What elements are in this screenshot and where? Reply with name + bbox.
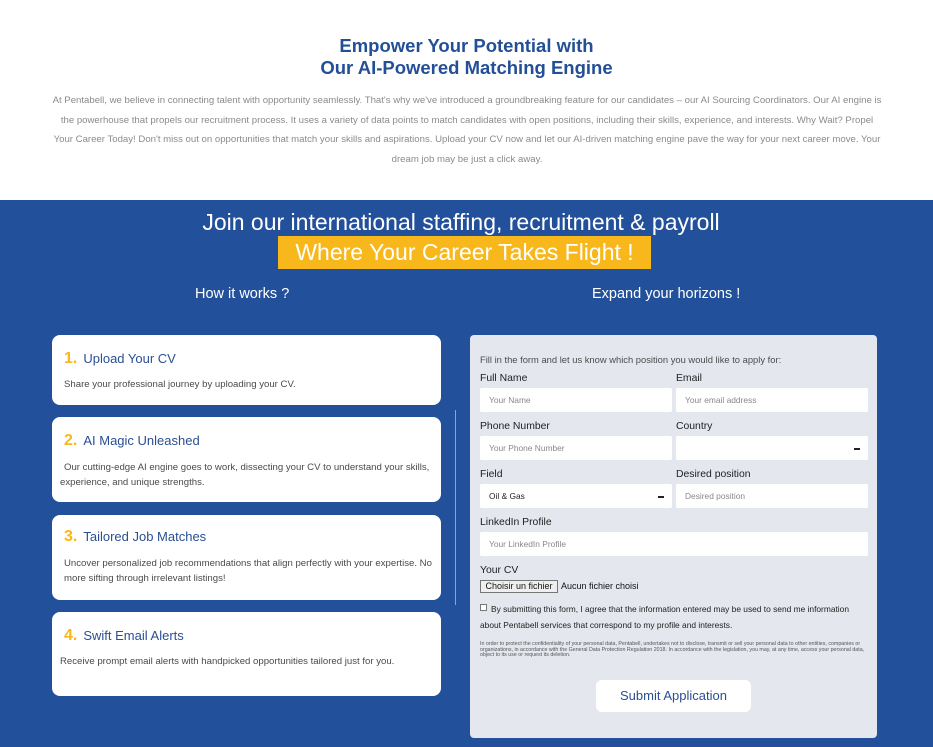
step-number: 3. [64, 528, 78, 545]
expand-horizons-heading: Expand your horizons ! [592, 286, 741, 302]
application-form [470, 335, 877, 738]
submit-application-button[interactable]: Submit Application [596, 680, 751, 712]
step-number: 1. [64, 350, 78, 367]
step-title [64, 350, 176, 368]
cv-label: Your CV [480, 565, 519, 576]
full-name-input[interactable]: Your Name [480, 388, 672, 412]
country-label: Country [676, 421, 713, 432]
step-title-text: Tailored Job Matches [83, 529, 207, 544]
step-description: Receive prompt email alerts with handpicked opportunities tailored just for you. [60, 656, 395, 667]
email-input[interactable]: Your email address [676, 388, 868, 412]
intro-paragraph: At Pentabell, we believe in connecting talent with opportunity seamlessly. That's why we've introduced a groundbreaking feature for our candidates – our AI Sourcing Coordinators. Our AI engine is the powerhouse that propels our recruitment process. It uses a variety of data points to match candidates with open positions, including their skills, experience, and interests. Why Wait? Propel Your Career Today! Don't miss out on opportunities that match your skills and aspirations. Upload your CV now and let our AI-driven matching engine pave the way for your next career move. Your dream job may be just a click away. [52, 95, 882, 165]
phone-input[interactable]: Your Phone Number [480, 436, 672, 460]
step-number: 4. [64, 627, 78, 644]
country-select[interactable] [676, 436, 868, 460]
step-title-text: Swift Email Alerts [83, 628, 184, 643]
step-title [64, 432, 200, 450]
column-divider [455, 410, 456, 605]
consent-text: By submitting this form, I agree that the information entered may be used to send me information about Pentabell services that correspond to my profile and interests. [480, 604, 849, 630]
step-title [64, 627, 184, 645]
intro-title [0, 35, 933, 79]
field-label: Field [480, 469, 503, 480]
intro-title-line2: Our AI-Powered Matching Engine [320, 57, 613, 78]
how-it-works-heading: How it works ? [195, 286, 290, 302]
legal-notice: In order to protect the confidentiality of your personal data, Pentabell, undertakes not to disclose, transmit or sell your personal data to other entities, companies or organizations, in accordance with the General Data Protection Regulation 2018. In accordance with the legislation, you may, at any time, access your personal data, object to its use or request its deletion. [480, 641, 865, 659]
step-number: 2. [64, 432, 78, 449]
choose-file-button[interactable]: Choisir un fichier [480, 580, 558, 593]
form-intro: Fill in the form and let us know which position you would like to apply for: [480, 354, 782, 365]
linkedin-input[interactable]: Your LinkedIn Profile [480, 532, 868, 556]
step-title [64, 528, 206, 546]
position-label: Desired position [676, 469, 751, 480]
step-card-3 [52, 515, 441, 600]
chevron-down-icon [658, 496, 664, 498]
file-status: Aucun fichier choisi [561, 581, 639, 591]
field-select[interactable] [480, 484, 672, 508]
chevron-down-icon [854, 448, 860, 450]
step-card-4 [52, 612, 441, 696]
linkedin-label: LinkedIn Profile [480, 517, 552, 528]
join-title: Join our international staffing, recruitment & payroll [202, 209, 720, 235]
join-highlight: Where Your Career Takes Flight ! [278, 236, 651, 269]
intro-section [0, 0, 933, 200]
step-title-text: Upload Your CV [83, 351, 176, 366]
step-description: Uncover personalized job recommendations that align perfectly with your expertise. No more sifting through irrelevant listings! [64, 558, 432, 584]
email-label: Email [676, 373, 702, 384]
field-value: Oil & Gas [489, 491, 525, 501]
position-input[interactable]: Desired position [676, 484, 868, 508]
phone-label: Phone Number [480, 421, 550, 432]
intro-title-line1: Empower Your Potential with [339, 35, 594, 56]
join-section [0, 200, 933, 747]
step-title-text: AI Magic Unleashed [83, 433, 200, 448]
step-card-1 [52, 335, 441, 405]
consent-checkbox[interactable] [480, 604, 487, 611]
step-card-2 [52, 417, 441, 502]
full-name-label: Full Name [480, 373, 528, 384]
step-description: Our cutting-edge AI engine goes to work, dissecting your CV to understand your skills, experience, and unique strengths. [60, 462, 430, 488]
step-description: Share your professional journey by uploading your CV. [64, 379, 296, 390]
